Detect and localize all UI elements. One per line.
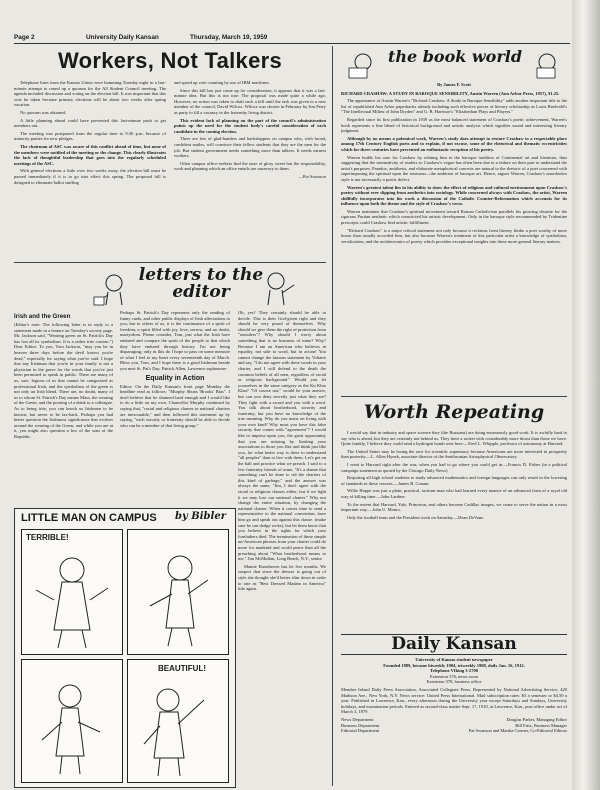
quote-item: Only the football team and the President work on Saturday.—Dean DeVane. xyxy=(347,514,485,520)
masthead-line: University of Kansas student newspaper xyxy=(415,657,493,662)
staff-row xyxy=(341,728,567,734)
book-world-banner xyxy=(341,48,567,80)
book-paragraph: Although by no means a polemical work, Warren's study does attempt to restore Crashaw to a respectable place among 17th Century English poets and to explain, if not excuse, some of the rhetorical and thematic eccentricities which for three centuries have prevented an enthusiastic reception of his poetry. xyxy=(341,135,567,152)
editorial-paragraph: With general elections a little over two weeks away, the election bill must be passed immediately if it is to go into effect this spring. The proposed bill is designed to eliminate ballot stuffing xyxy=(14,168,166,185)
page-number: Page 2 xyxy=(14,34,35,41)
staff-name: Bill Fritz, Business Manager xyxy=(515,722,567,728)
quote-item: The United States may be losing the race for scientific supremacy because Americans are more interested in prosperity than posterity.—L. Allen Hynek, associate director of the Smithsonian Astrophysical Observatory. xyxy=(341,448,567,460)
cartoon-artist: by Bibler xyxy=(175,511,226,522)
editorial-paragraph: No quorum was obtained. xyxy=(20,109,67,115)
book-paragraph: Warren builds his case for Crashaw by relating him to the baroque tradition of Continental art and literature, thus suggesting that the insensitivity of readers to Crashaw's vogue has often been due to a failure on their part to understand the artist's purposes. Paradox, antithesis, and elaborate metaphorical conceits are natural to the rhetoric of a poet concerned with superimposing the spiritual upon the sensuous—the ambition of baroque art. Hence, argues Warren, Crashaw's unorthodox style is not necessarily a poetic defect. xyxy=(341,154,567,182)
staff-role: Editorial Department xyxy=(341,728,380,734)
staff-role: Business Department xyxy=(341,722,380,728)
book-paragraph: "Richard Crashaw" is a major critical statement not only because it reclaims from literary limbo a poet worthy of more honor than usually accorded him, but also because Warren's treatment of this particular artist a knowledge of symbolism, versification, and the architectonics of poetry which provides exceptional insights into these more general literary matters. xyxy=(341,227,567,244)
book-heading: RICHARD CRASHAW: A STUDY IN BAROQUE SENSIBILITY, Austin Warren (Ann Arbor Press, 1957), $1.25. xyxy=(341,90,560,96)
quote-item: Requiring all high school students to study advanced mathematics and foreign languages can only result in the lowering of standards in these courses.—James B. Conant. xyxy=(341,475,567,486)
masthead-line: Extension 376, news room xyxy=(430,673,478,679)
letter-body: Mamie Eisenhower has let five months. We suspect that since the dresser is going out of style she thought she'd better slim down in order to rate as "Best Dressed Madam in America" title again. xyxy=(238,563,326,592)
book-paragraph: Warren's greatest talent lies in his ability to show the effect of religious and cultural environment upon Crashaw's poetry without ever slipping from aesthetics into sociology. While concerned always with Crashaw, the artist, Warren skillfully incorporates into his work a discussion of the Catholic Counter-Reformation which accounts for its influence upon both the theme and the style of Crashaw's verse. xyxy=(341,184,567,207)
masthead-line: Member Inland Daily Press Association, Associated Collegiate Press. Represented by National Advertising Service, 420 Madison Ave., New York, N.Y. News service: United Press International. Mail subscription rates: $3 a semester or $4.50 a year. Published in Lawrence, Kan., every afternoon during the University year except Saturdays and Sundays, University holidays, and examination periods. Entered as second-class matter Sept. 17, 1910, at Lawrence, Kan., post office under act of March 3, 1879. xyxy=(341,686,567,715)
masthead xyxy=(341,634,567,734)
quote-item: To the extent that Harvard, Yale, Princeton, and others become Cadillac images, we cease to serve the nation in a most important way.—John U. Monro. xyxy=(341,501,567,513)
editorial-paragraph: and speed up vote counting by use of IBM machines. xyxy=(174,80,270,85)
letters-banner xyxy=(14,265,326,309)
cartoon-panel-4 xyxy=(127,659,229,783)
section-divider xyxy=(341,396,567,397)
letter-body: Editor: On the Daily Kansan's front page Monday the headline read as follows: "Murphy Shuns 'Brooks' Bias". I don't believe that he shunned hard enough and I would like to do a little on my own. Chancellor Murphy continued by saying that, "racial and religious clauses in national charters are inexcusable," and then followed this statement up by saying, "each sorority or fraternity should be able to decide who can be a member of that living group." xyxy=(120,383,230,428)
editorial-paragraph: Telephone lines from the Kansas Union were humming Tuesday night in a last-minute attempt to round up a quorum for the All Student Council meeting. The agenda included discussion and voting on the election bill. It was important that this vote be taken because primary elections will be about two weeks after spring vacation. xyxy=(14,80,166,108)
cartoon-panel-4-drawing xyxy=(128,660,228,782)
cartoon-panel-1-drawing xyxy=(22,530,122,654)
editorial-paragraph: This evident lack of planning on the part of the council's administration points up the need for the student body's careful consideration of each candidate in the coming election. xyxy=(174,117,326,134)
editorial-paragraph: Since this bill has just come up for consideration, it appears that it was a last-minute idea. But this is not true. The proposal was made quite a while ago. However, no action was taken to draft such a bill until the task was given to a new member of the council, David Wilcox. Wilcox was chosen in February by Jim Perry as party to fill a vacancy in the fraternity living district. xyxy=(174,87,326,115)
staff-name: Pat Swanson and Martha Cromer, Co-Editorial Editors xyxy=(468,728,567,734)
letter-irish-continued xyxy=(120,310,230,506)
cartoon-title: LITTLE MAN ON CAMPUS xyxy=(21,512,157,524)
masthead-title: Daily Kansan xyxy=(341,634,567,655)
section-divider xyxy=(14,262,326,263)
editorial-column-1 xyxy=(14,80,166,262)
editorial-paragraph: There are lots of glad-handers and backslappers on campus who, with broad, confident smiles, will convince their fellow students that they are the men for the job. But student government needs something more than talkers. It needs earnest workers. xyxy=(174,136,326,159)
reader-figure-right xyxy=(537,54,555,78)
editorial-paragraph: The chairman of ASC was aware of this conflict ahead of time, but none of the members were notified of the meeting or the change. This clearly illustrates the lack of thoughtful leadership that goes into the regularly scheduled meetings of the ASC. xyxy=(14,143,166,166)
paper-name: University Daily Kansan xyxy=(86,34,159,41)
issue-date: Thursday, March 19, 1959 xyxy=(190,34,268,41)
book-paragraph: Regarded since its first publication in 1939 as the most balanced statement of Crashaw's poetic achievement, Warren's book represents a fine blend of historical background and artistic analysis which signifies sound and interesting literary judgment. xyxy=(341,116,567,134)
masthead-line: Telephone VIking 3-2700 xyxy=(429,668,478,674)
column-divider xyxy=(332,46,333,786)
editorial-paragraph: The meeting was postponed from the regular time to 9:30 p.m. because of minority parties for new pledges. xyxy=(14,130,166,142)
letter-body: (Editor's note: The following letter is in reply to a statement made in a feature on Tuesday's society page. Mr. Jackson said, "Wearing green on St. Patrick's Day has lost all its symbolism. It is a rather trite custom.") Dear Editor: To you, Tom Jackson, "may you be in heaven three days before the devil knows you're dead," especially for saying what you've said. I hope that any Irishman that you're in your family is not a physician in the grave for the words that you've just been permitted to speak in public. There are many of us, sure, legions of us that cannot be categorized as professional Irish, and the symbolism of the green is not only an Irish blend. There are, no doubt, many of us to whom St. Patrick's Day means Mass, the wearing of the Green, and the pouring of a drink to a colleague. As to being trite, you can knock us Irishmen to be known, but never to be lax-back. Perhaps you had better question the Irishmost significance that evolves around the wearing of the Green, and while you are at it, you might also question a few of the sons of the Republic. xyxy=(14,322,113,439)
little-man-on-campus-cartoon xyxy=(14,508,236,788)
letter-irish xyxy=(14,310,113,506)
letters-title: letters to the editor xyxy=(138,265,264,302)
letter-writer-figure-left xyxy=(94,275,122,305)
editorial-column-2 xyxy=(174,80,326,262)
letter-writer-figure-right xyxy=(268,273,294,305)
book-paragraph: Warren maintains that Crashaw's spiritual movement toward Roman Catholicism parallels his growing distaste for the rigorous Puritan aesthetic which constricted his artistic development. Only in the baroque style recommended by Tridentine prescripts could Crashaw find artistic fulfillment. xyxy=(341,208,567,226)
book-review xyxy=(341,82,567,392)
masthead-line: Founded 1889, became biweekly 1904, triweekly 1908, daily Jan. 16, 1912. xyxy=(383,662,525,668)
page-header xyxy=(14,34,570,44)
letter-equality-continued xyxy=(238,310,326,786)
cartoon-panel-3-drawing xyxy=(22,660,122,782)
editorial-paragraph: A little planning ahead could have prevented this last-minute push to get members out. xyxy=(14,117,166,129)
book-byline: By James F. Scott xyxy=(437,82,471,87)
cartoon-panel-2 xyxy=(127,529,229,655)
letter-body: Perhaps St. Patrick's Day represents only the sending of funny cards, and other public displays of Irish affectations to you, but to others of us, it is the continuance of a spirit of freedom, a spirit filled with joy, love, sorrow, and no doubt, martyrdom. Please consider, Tom, just what the Irish have endured and compare the spirit of the people to that which they have endured through history. I'm not being disparaging; only in this do I hope to pass on some measure of what I feel to my heart every seventeenth day of March. Bless you, Tom, and I hope there is a good Irishman beside you next St. Pat's Day. Patrick Allen, Lawrence sophomore xyxy=(120,310,230,371)
cartoon-caption: TERRIBLE! xyxy=(26,533,69,542)
editorial-signature: —Pat Swanson xyxy=(298,173,326,179)
cartoon-panel-1 xyxy=(21,529,123,655)
cartoon-caption: BEAUTIFUL! xyxy=(158,664,206,673)
editorial-title: Workers, Not Talkers xyxy=(57,48,283,73)
book-world-logo: the book world xyxy=(387,48,523,66)
cartoon-panel-2-drawing xyxy=(128,530,228,654)
editorial-paragraph: Often campus office-seekers find the taste of glory sweet but the responsibility, work and planning which an office entails are unsavory to them. xyxy=(174,160,326,172)
cartoon-panel-3 xyxy=(21,659,123,783)
quote-item: I went to Harvard right after the war, when you had to go where you could get in.—Francis D. Fisher (in a political campaign statement as quoted by the Chicago Daily News) xyxy=(341,461,567,473)
masthead-line: Extension 378, business office xyxy=(426,679,482,685)
quote-item: I would say that in industry and space science they (the Russians) are doing enormously good work. It is awfully hard to say who is ahead, but they are certainly not behind us. They have a rocket with considerably more thrust than those we have. Quite frankly, I believe they could send a hydrogen bomb over here.—Fred L. Whipple, professor of astronomy at Harvard. xyxy=(341,430,567,447)
reader-figure-left xyxy=(349,54,371,78)
staff-name: Douglas Parker, Managing Editor xyxy=(506,716,567,722)
letter-body: Oh, yes? They certainly should be able to decide. This is their God-given right and they should be very proud of themselves. Why should we give them the right of protection from "outsiders"? Why should I worry about something that is no business of mine? Why? Because I am an American who believes in equality, not side to word, but in action! You cannot change the famous statement by Voltaire and say, "I do not agree with these words in your charter, and I will defend to the death the common beliefs of all men, regardless of racial or religious background." Would you let yourselves in the same category as the Ku Klux Klan? "Of course not," would be your answer, but can you deny secretly just what they are? They fight with a sword and you with a word. You talk about brotherhood, sorority and fraternity, but you have no knowledge of the true meaning. Why do you insist on living with your own kind? Why must you have this false security that comes with "agreement"? I would like to impress upon you, the great opportunity that you are missing by limiting your associations to those you like and think just like you, for what better way is there to understand "all peoples" than to live with them. Let's get on the ball and practice what we preach. I said to a few fraternity friends of mine, "It's a shame that something can't be done to rid the charters of this kind of garbage," and the answer was always the same, "Jim, I don't agree with the racial or religious clauses either, but if we fight it we may lose our national charter." Why not change the entire situation, by changing the national charter. When it comes time to send a representative to the national convention, have him go and speak out against this clause. (make sure he can dodge rocks), but let them know that you believe in the rights for which your forefathers died. The termination of these simple un-American phrases from your charter could do more for mankind and world peace than all the preaching about "What brotherhood means to me." Jim McMullan, Long Beach, N.Y., senior xyxy=(238,310,326,562)
worth-repeating-title: Worth Repeating xyxy=(363,401,545,423)
staff-role: News Department xyxy=(341,716,374,722)
letter-headline: Irish and the Green xyxy=(14,313,71,320)
book-paragraph: The appearance of Austin Warren's "Richard Crashaw: A Study in Baroque Sensibility" adds another important title to the list of republished Ann Arbor paperbacks already including such effective pieces of literary scholarship as Louis Bredvold's "The Intellectual Milieu of John Dryden" and G. B. Harrison's "Elizabethan Plays and Players." xyxy=(341,98,567,115)
editorial-section xyxy=(14,48,326,262)
quote-item: Willie Hoppe was just a plain, practical, taciturn man who had learned every nuance of an advanced form of a royal old way of killing time.—John Lardner. xyxy=(341,488,567,499)
letter-headline: Equality in Action xyxy=(145,374,205,382)
adjacent-page-edge xyxy=(572,0,600,790)
worth-repeating-quotes xyxy=(341,430,567,628)
